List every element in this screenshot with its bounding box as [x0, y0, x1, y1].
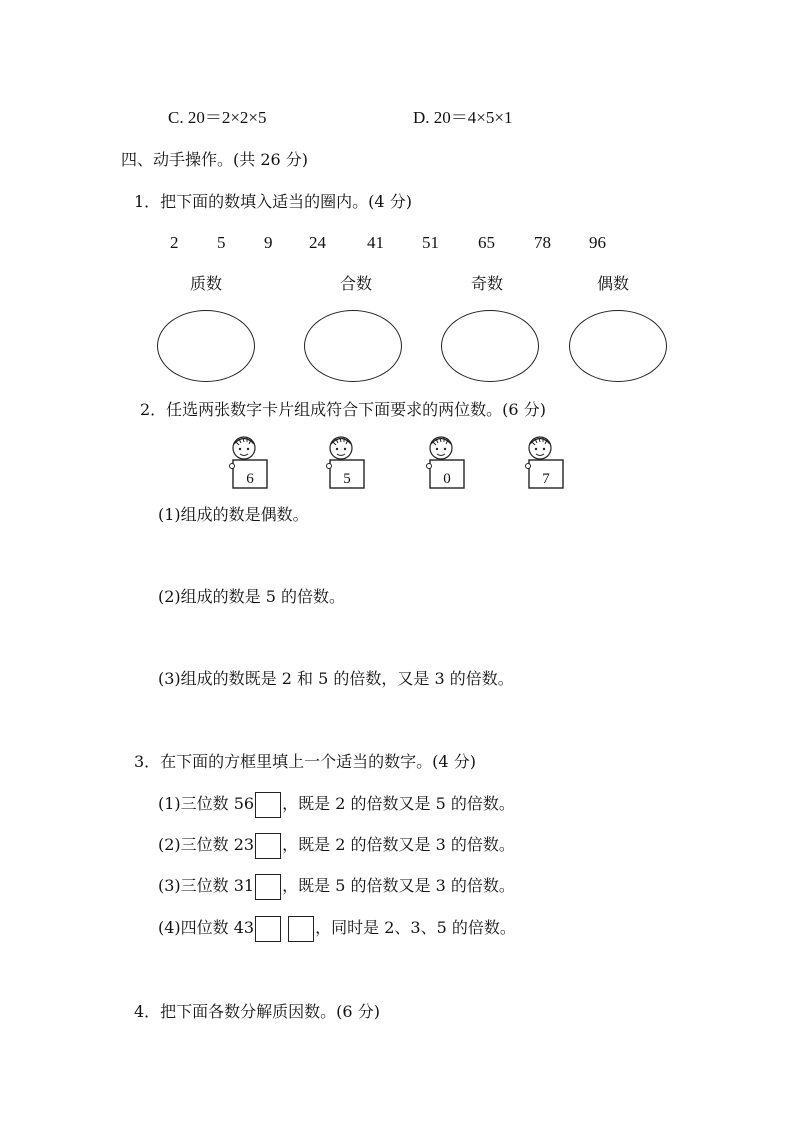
- card-digit: 5: [343, 471, 351, 487]
- number-item: 2: [170, 233, 179, 252]
- q3-item-2: [158, 831, 515, 859]
- number-item: 5: [217, 233, 226, 252]
- even-circle[interactable]: [569, 310, 667, 382]
- option-c: C. 20＝2×2×5: [168, 108, 267, 127]
- q3-item-prefix: (4)四位数 43: [158, 918, 255, 937]
- q2-item-3: (3)组成的数既是 2 和 5 的倍数，又是 3 的倍数。: [158, 669, 514, 688]
- q3-item-suffix: ，同时是 2、3、5 的倍数。: [315, 918, 516, 937]
- section-title: 四、动手操作。(共 26 分): [121, 150, 309, 169]
- digit-card: [228, 432, 276, 494]
- q3-item-4: [158, 914, 516, 942]
- card-digit: 6: [246, 471, 254, 487]
- number-item: 9: [264, 233, 273, 252]
- answer-box[interactable]: [255, 916, 281, 942]
- card-digit: 7: [542, 471, 550, 487]
- q3-item-3: [158, 872, 515, 900]
- composite-circle[interactable]: [304, 310, 402, 382]
- digit-card: [325, 432, 373, 494]
- q3-item-prefix: (2)三位数 23: [158, 835, 255, 854]
- q4-title: 4．把下面各数分解质因数。(6 分): [134, 1002, 380, 1021]
- q3-item-1: [158, 790, 515, 818]
- digit-card: [425, 432, 473, 494]
- q3-item-prefix: (1)三位数 56: [158, 794, 255, 813]
- q2-item-2: (2)组成的数是 5 的倍数。: [158, 587, 346, 606]
- number-item: 41: [367, 233, 384, 252]
- answer-box[interactable]: [288, 916, 314, 942]
- number-item: 78: [534, 233, 551, 252]
- q3-item-suffix: ，既是 5 的倍数又是 3 的倍数。: [282, 876, 515, 895]
- answer-box[interactable]: [255, 792, 281, 818]
- number-item: 24: [309, 233, 326, 252]
- category-even-label: 偶数: [597, 274, 630, 293]
- q3-item-suffix: ，既是 2 的倍数又是 3 的倍数。: [282, 835, 515, 854]
- q3-title: 3．在下面的方框里填上一个适当的数字。(4 分): [134, 752, 476, 771]
- card-digit: 0: [443, 471, 451, 487]
- number-item: 65: [478, 233, 495, 252]
- q3-item-suffix: ，既是 2 的倍数又是 5 的倍数。: [282, 794, 515, 813]
- q2-title: 2．任选两张数字卡片组成符合下面要求的两位数。(6 分): [140, 400, 546, 419]
- answer-box[interactable]: [255, 874, 281, 900]
- number-item: 96: [589, 233, 606, 252]
- digit-card: [524, 432, 572, 494]
- category-odd-label: 奇数: [471, 274, 504, 293]
- q2-item-1: (1)组成的数是偶数。: [158, 505, 309, 524]
- q1-title: 1．把下面的数填入适当的圈内。(4 分): [134, 192, 412, 211]
- odd-circle[interactable]: [441, 310, 539, 382]
- option-d: D. 20＝4×5×1: [413, 108, 513, 127]
- category-composite-label: 合数: [340, 274, 373, 293]
- prime-circle[interactable]: [157, 310, 255, 382]
- number-item: 51: [422, 233, 439, 252]
- category-prime-label: 质数: [190, 274, 223, 293]
- answer-box[interactable]: [255, 833, 281, 859]
- q3-item-prefix: (3)三位数 31: [158, 876, 255, 895]
